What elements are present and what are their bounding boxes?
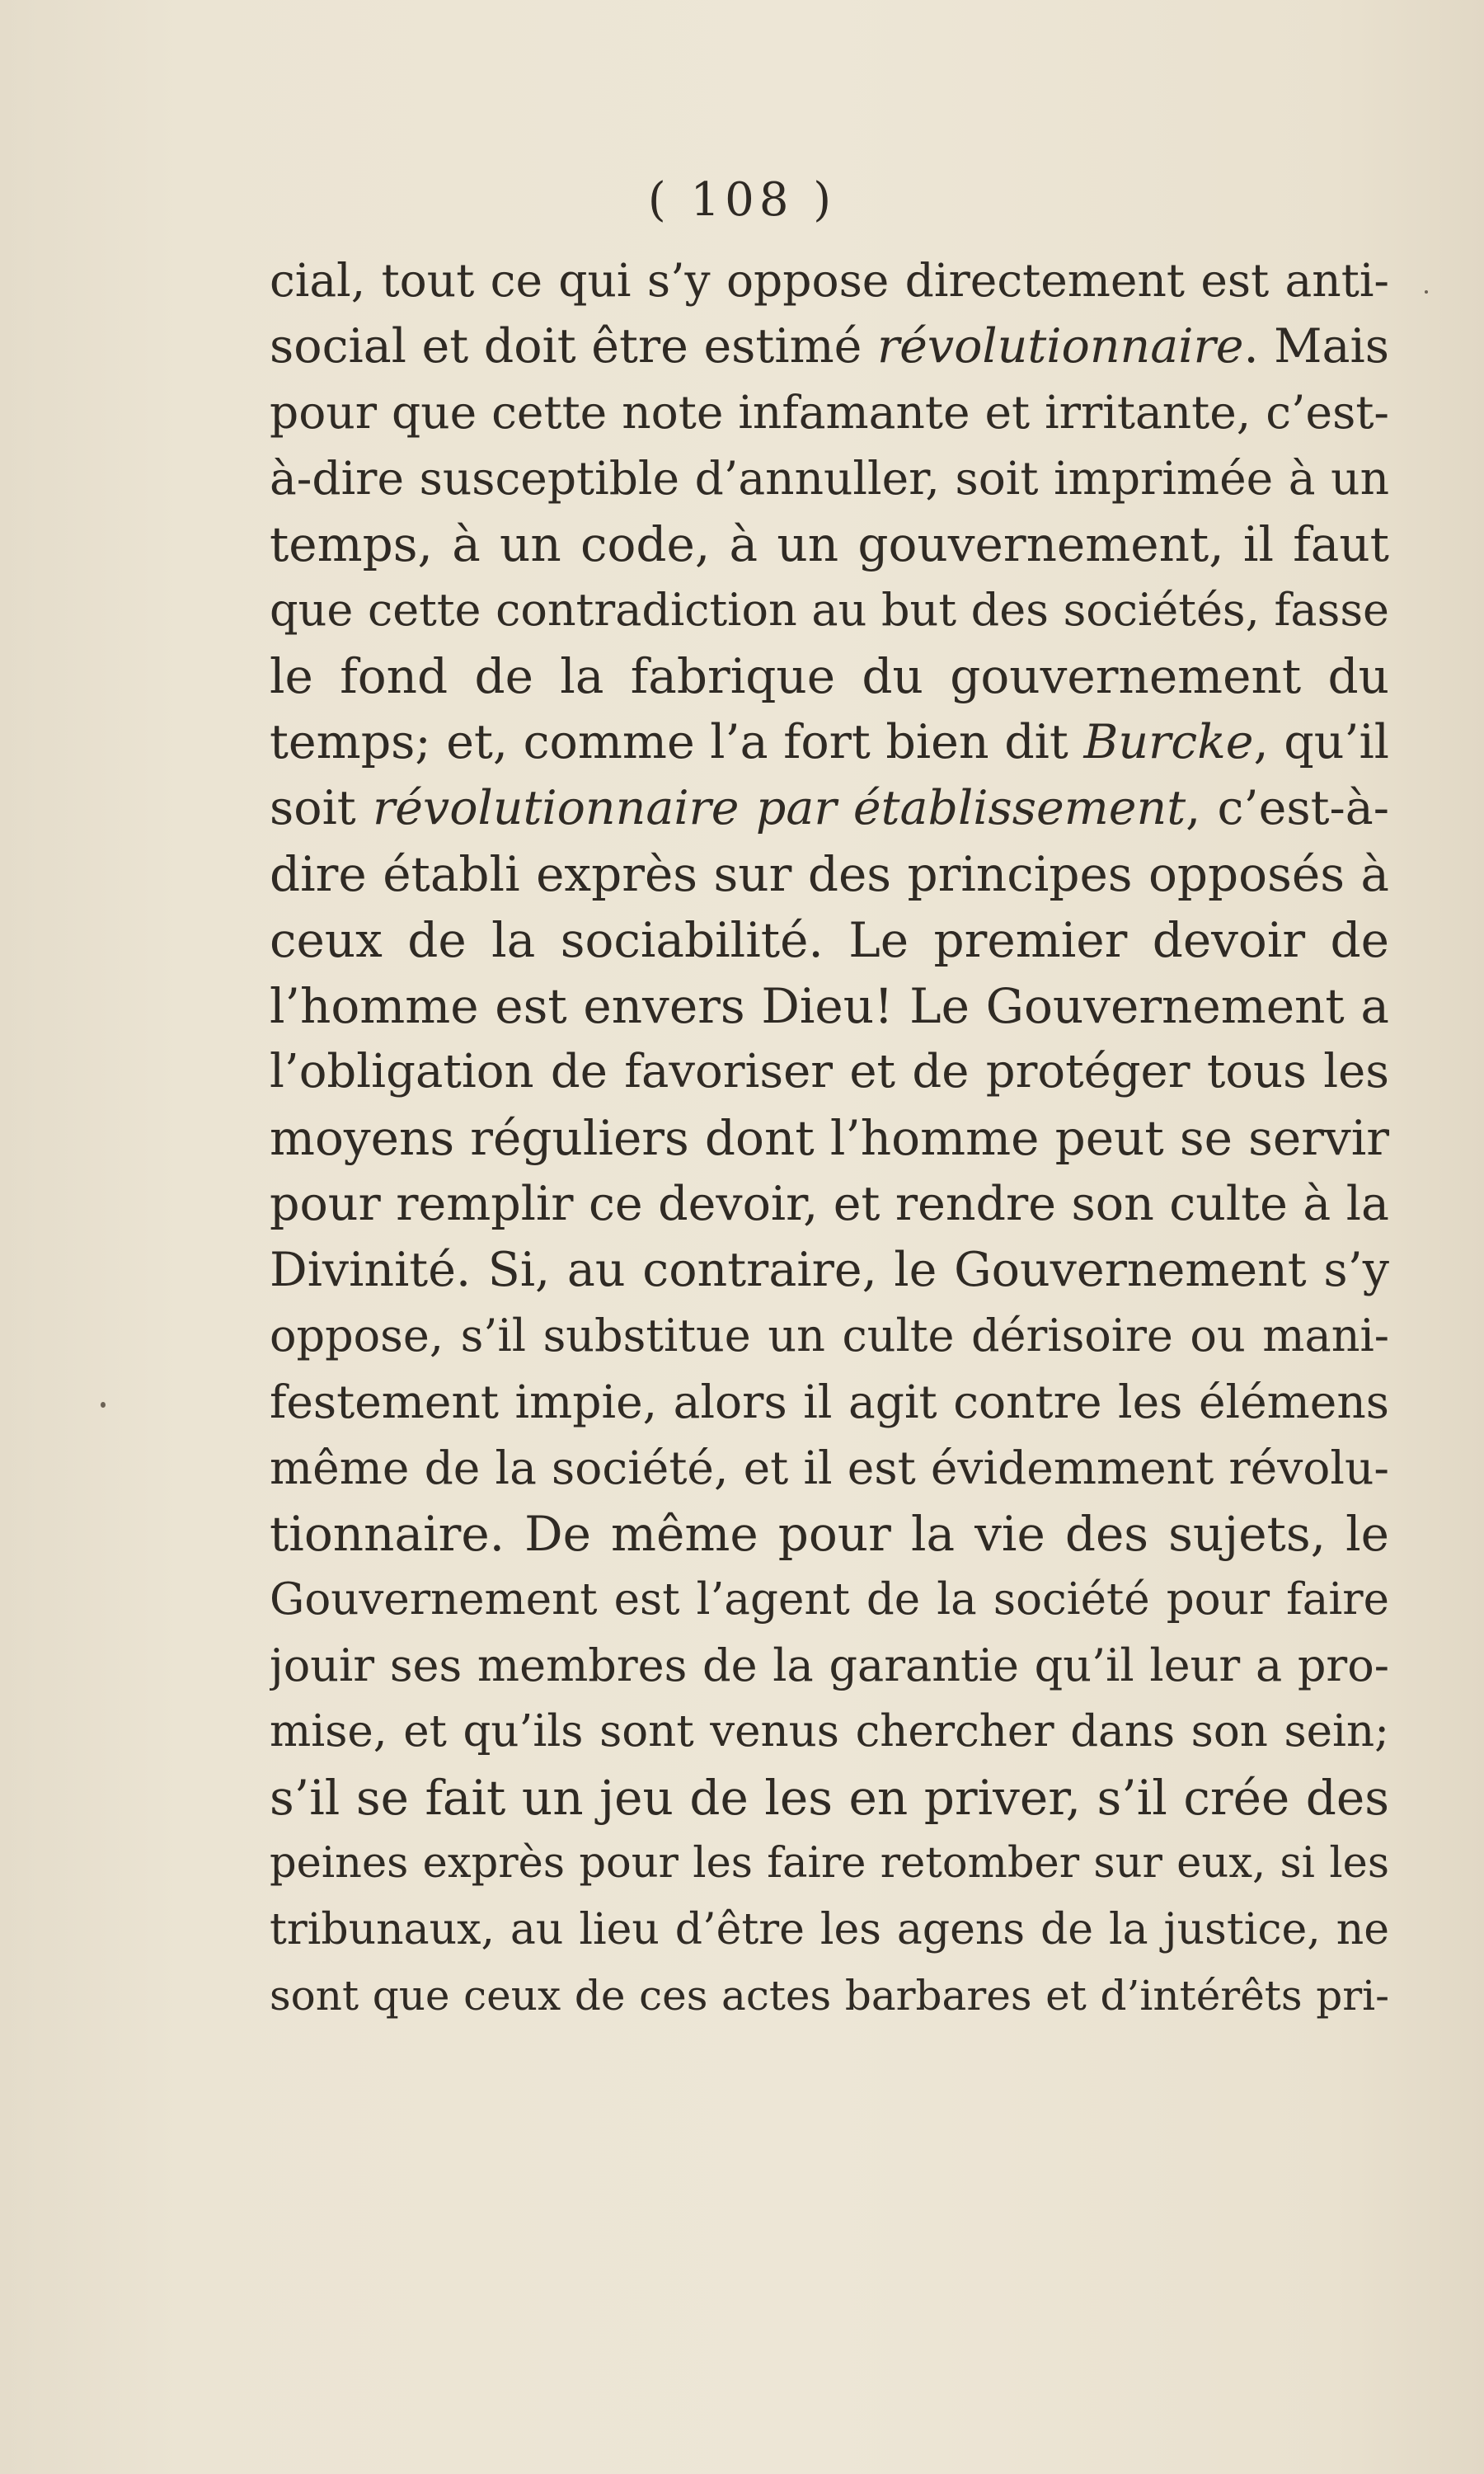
text-segment: peines exprès pour les faire retomber sur eux, si les	[270, 1839, 1389, 1888]
text-line	[270, 511, 1389, 577]
text-line	[270, 1105, 1389, 1171]
text-segment: pour remplir ce devoir, et rendre son culte à la	[270, 1177, 1389, 1231]
paper-speck	[101, 1402, 106, 1408]
text-line	[270, 1303, 1389, 1369]
italic-segment: révolutionnaire par établissement	[373, 781, 1186, 835]
text-segment: temps, à un code, à un gouvernement, il faut	[270, 516, 1389, 572]
text-line	[270, 379, 1389, 445]
text-segment: pour que cette note infamante et irritante, c’est-	[270, 386, 1389, 439]
paper-speck	[1425, 290, 1428, 294]
text-segment: même de la société, et il est évidemment révolu-	[270, 1442, 1389, 1494]
body-text	[270, 247, 1389, 2029]
text-line	[270, 1831, 1389, 1897]
italic-segment: révolutionnaire	[876, 319, 1244, 374]
text-line	[270, 775, 1389, 841]
text-segment: social et doit être estimé	[270, 319, 877, 374]
text-line	[270, 577, 1389, 643]
text-segment: mise, et qu’ils sont venus chercher dans son sein;	[270, 1706, 1389, 1757]
text-segment: dire établi exprès sur des principes opposés à	[270, 846, 1389, 902]
text-line	[270, 313, 1389, 379]
text-segment: sont que ceux de ces actes barbares et d’intérêts pri-	[270, 1972, 1389, 2020]
text-segment: tribunaux, au lieu d’être les agens de la justice, ne	[270, 1905, 1389, 1954]
text-segment: , c’est-à-	[1186, 781, 1389, 835]
text-line	[270, 1501, 1389, 1567]
text-segment: l’obligation de favoriser et de protéger tous les	[270, 1045, 1389, 1098]
text-line	[270, 1699, 1389, 1765]
text-segment: à-dire susceptible d’annuller, soit imprimée à un	[270, 452, 1389, 505]
text-line	[270, 841, 1389, 907]
text-line	[270, 1171, 1389, 1237]
text-segment: soit	[270, 781, 373, 835]
text-line	[270, 247, 1389, 313]
text-line	[270, 907, 1389, 973]
text-segment: Gouvernement est l’agent de la société pour faire	[270, 1574, 1389, 1625]
text-segment: festement impie, alors il agit contre les élémens	[270, 1376, 1389, 1428]
text-line	[270, 1897, 1389, 1963]
text-line	[270, 1039, 1389, 1105]
text-line	[270, 1435, 1389, 1501]
text-line	[270, 1633, 1389, 1699]
text-segment: . Mais	[1243, 319, 1389, 374]
text-segment: le fond de la fabrique du gouvernement du	[270, 648, 1389, 704]
text-line	[270, 445, 1389, 511]
page-number: ( 108 )	[647, 173, 837, 227]
text-line	[270, 1963, 1389, 2029]
text-segment: s’il se fait un jeu de les en priver, s’il crée des	[270, 1770, 1389, 1826]
text-segment: moyens réguliers dont l’homme peut se servir	[270, 1110, 1389, 1166]
text-segment: ceux de la sociabilité. Le premier devoir de	[270, 912, 1389, 968]
text-line	[270, 643, 1389, 709]
text-segment: jouir ses membres de la garantie qu’il leur a pro-	[270, 1639, 1389, 1691]
text-line	[270, 1765, 1389, 1831]
text-segment: Divinité. Si, au contraire, le Gouvernement s’y	[270, 1243, 1389, 1297]
text-segment: , qu’il	[1253, 715, 1389, 769]
text-segment: temps; et, comme l’a fort bien dit	[270, 715, 1084, 769]
text-segment: tionnaire. De même pour la vie des sujets, le	[270, 1506, 1389, 1562]
text-segment: l’homme est envers Dieu! Le Gouvernement a	[270, 978, 1389, 1034]
text-line	[270, 1567, 1389, 1633]
text-line	[270, 973, 1389, 1039]
text-line	[270, 1369, 1389, 1435]
text-segment: que cette contradiction au but des sociétés, fasse	[270, 584, 1389, 636]
text-line	[270, 1237, 1389, 1303]
text-segment: oppose, s’il substitue un culte dérisoire ou mani-	[270, 1310, 1389, 1362]
text-segment: cial, tout ce qui s’y oppose directement est anti-	[270, 254, 1389, 307]
text-line	[270, 709, 1389, 775]
italic-segment: Burcke	[1083, 715, 1254, 769]
